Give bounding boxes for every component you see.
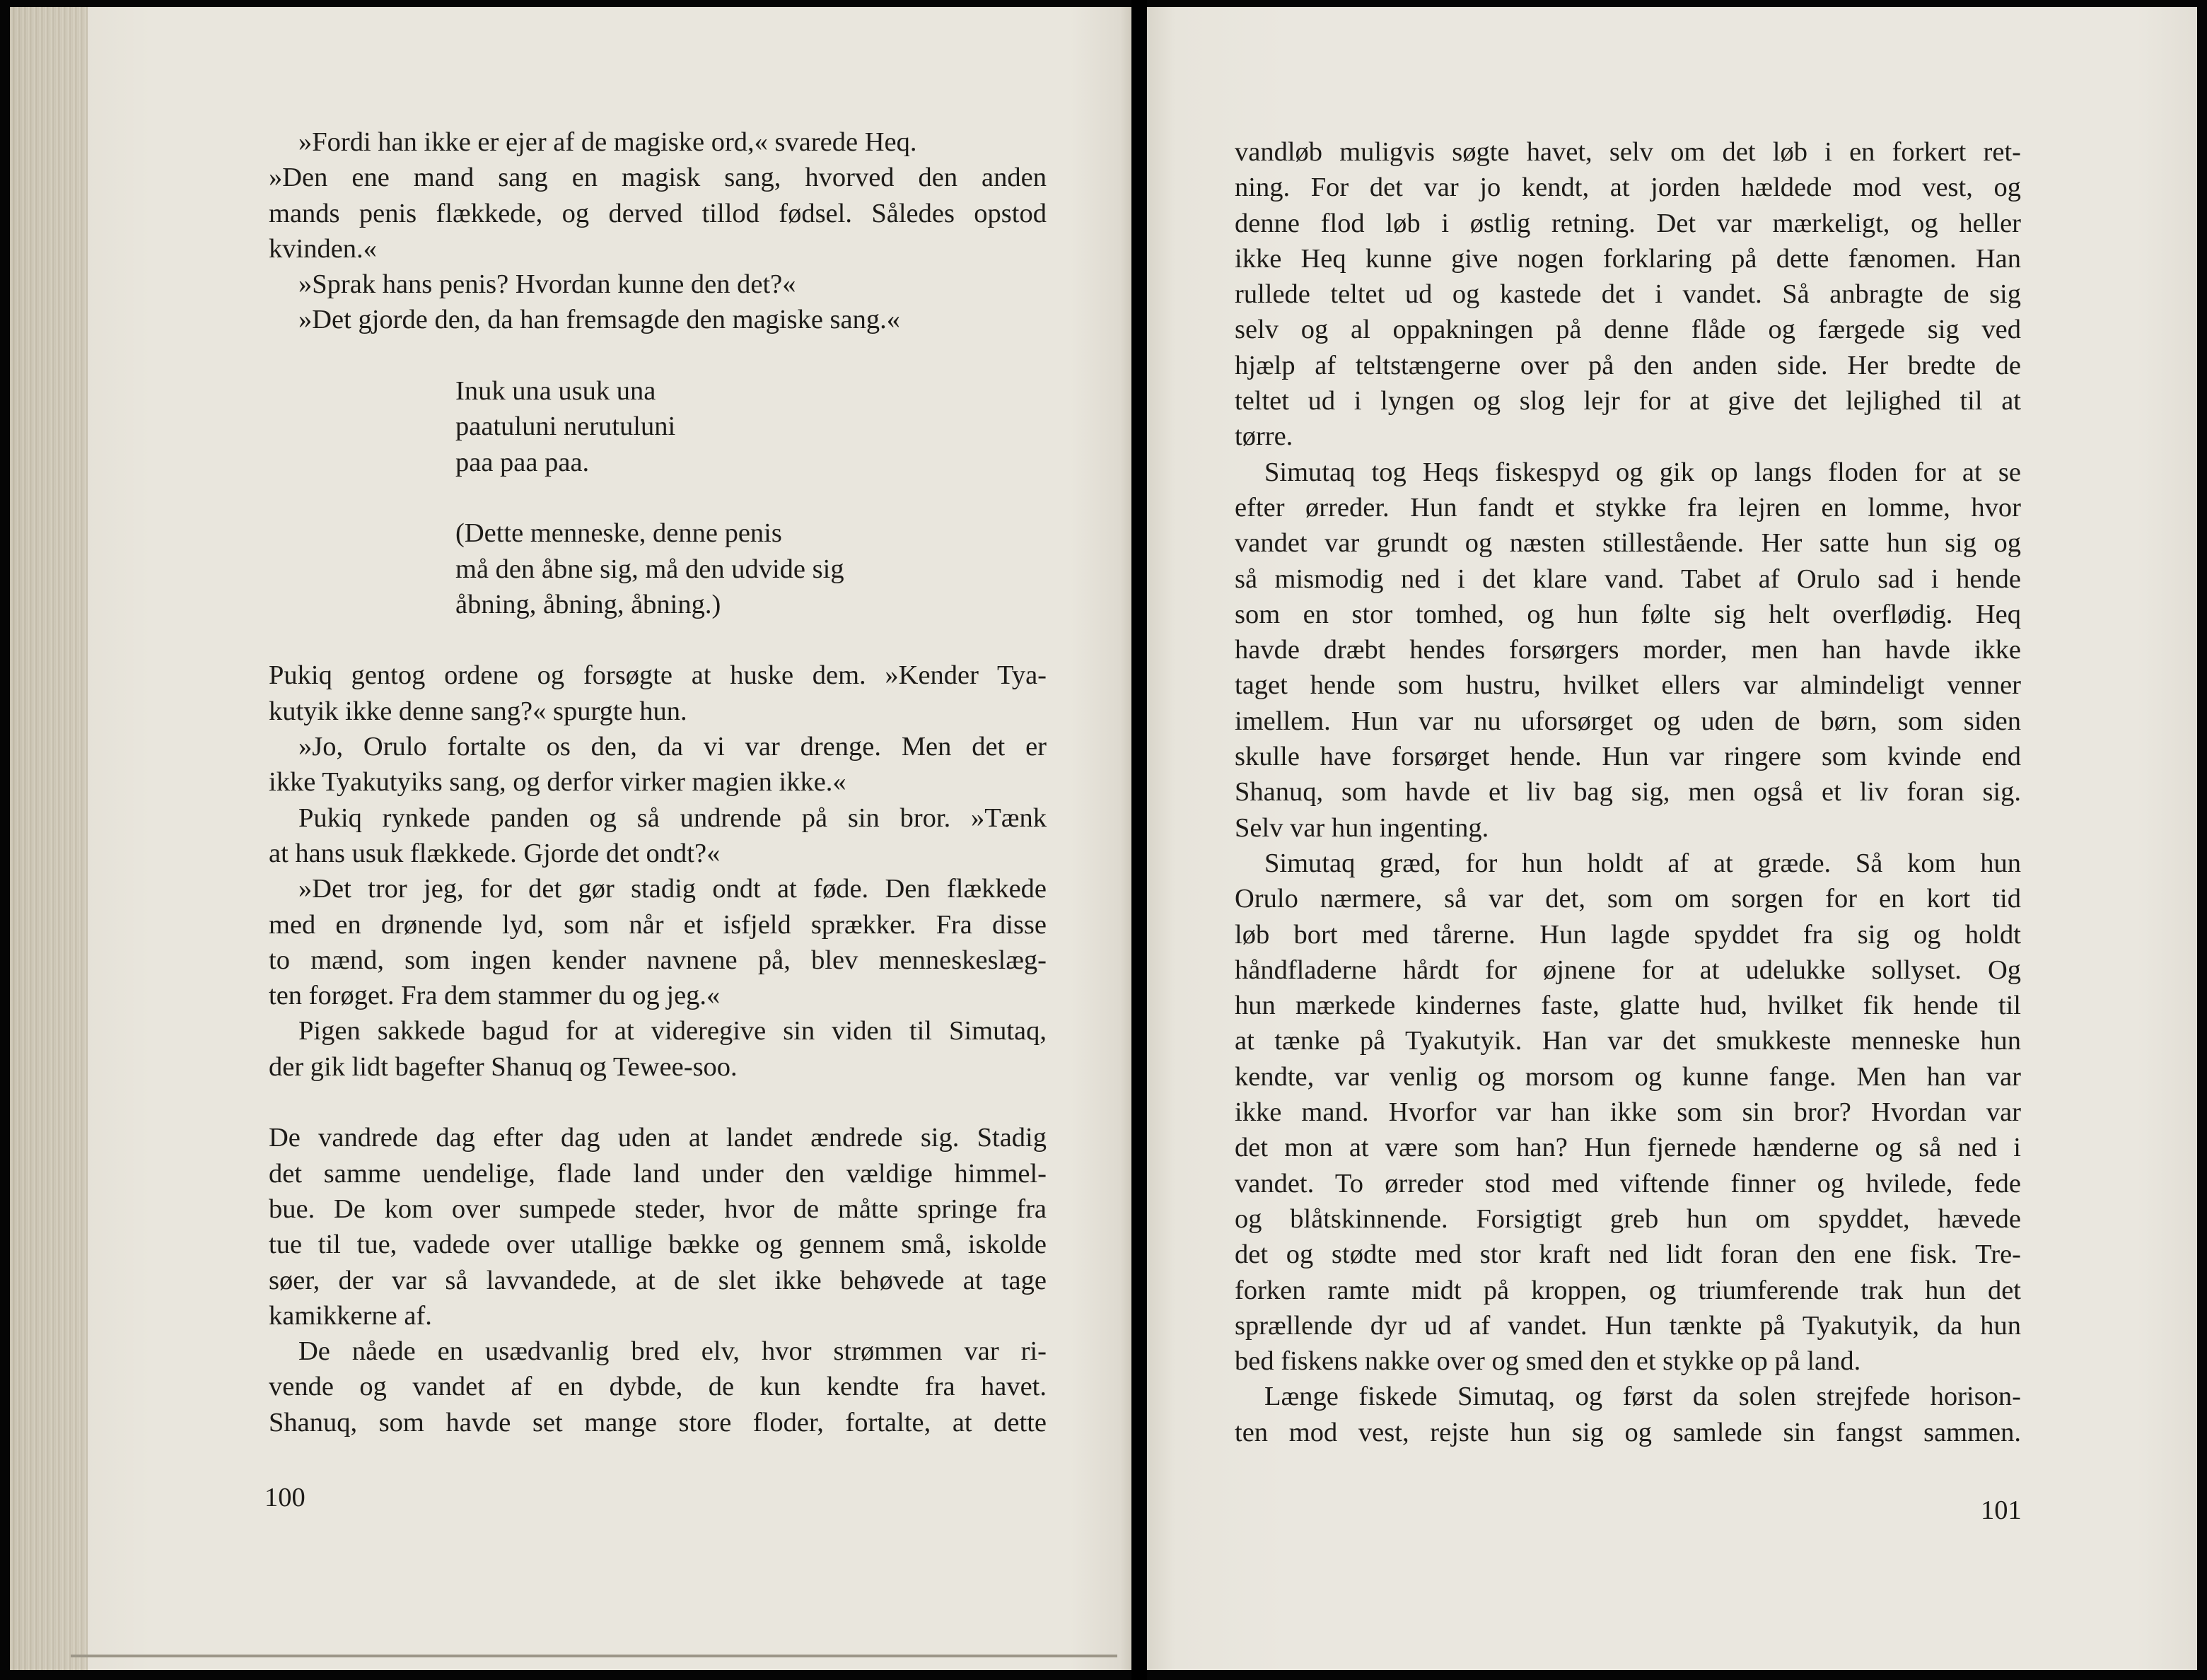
text-line: med en drønende lyd, som når et isfjeld sprækker. Fra disse bbox=[269, 909, 1047, 940]
text-line: mands penis flækkede, og derved tillod fødsel. Således opstod bbox=[269, 198, 1047, 228]
text-line: skulle have forsørget hende. Hun var ringere som kvinde end bbox=[1235, 742, 2021, 772]
text-line: teltet ud i lyngen og slog lejr for at give det lejlighed til at bbox=[1235, 386, 2021, 416]
text-line: kvinden.« bbox=[269, 233, 377, 264]
text-line: det mon at være som han? Hun fjernede hænderne og så ned i bbox=[1235, 1133, 2021, 1163]
text-line: at hans usuk flækkede. Gjorde det ondt?« bbox=[269, 838, 721, 868]
text-line: »Det gjorde den, da han fremsagde den magiske sang.« bbox=[298, 305, 901, 335]
text-line: så mismodig ned i det klare vand. Tabet af Orulo sad i hende bbox=[1235, 564, 2021, 594]
poem-line: (Dette menneske, denne penis bbox=[455, 518, 782, 549]
blank-line bbox=[269, 338, 1047, 373]
text-line: Længe fiskede Simutaq, og først da solen strejfede horison- bbox=[1264, 1382, 2021, 1412]
text-line: »Jo, Orulo fortalte os den, da vi var drenge. Men det er bbox=[298, 732, 1047, 762]
text-line: kutyik ikke denne sang?« spurgte hun. bbox=[269, 696, 687, 726]
text-line: Orulo nærmere, så var det, som om sorgen for en kort tid bbox=[1235, 884, 2021, 914]
text-line: kamikkerne af. bbox=[269, 1300, 432, 1331]
text-line: løb bort med tårerne. Hun lagde spyddet fra sig og holdt bbox=[1235, 919, 2021, 950]
blank-line bbox=[269, 622, 1047, 658]
text-line: Selv var hun ingenting. bbox=[1235, 812, 1489, 843]
text-line: havde dræbt hendes forsørgers morder, men han havde ikke bbox=[1235, 635, 2021, 665]
page-edge-strip bbox=[10, 7, 88, 1670]
page-bottom-edge bbox=[71, 1655, 1117, 1657]
text-line: selv og al oppakningen på denne flåde og færgede sig ved bbox=[1235, 315, 2021, 345]
text-line: ten forøget. Fra dem stammer du og jeg.« bbox=[269, 981, 721, 1011]
text-line: vende og vandet af en dybde, de kun kendte fra havet. bbox=[269, 1372, 1047, 1402]
text-line: »Den ene mand sang en magisk sang, hvorved den anden bbox=[269, 163, 1047, 193]
text-line: Shanuq, som havde et liv bag sig, men også et liv foran sig. bbox=[1235, 777, 2021, 807]
page-number: 100 bbox=[264, 1483, 305, 1512]
text-line: vandet var grundt og næsten stillestående. Her satte hun sig og bbox=[1235, 528, 2021, 559]
text-line: ten mod vest, rejste hun sig og samlede sin fangst sammen. bbox=[1235, 1417, 2021, 1447]
text-line: vandløb muligvis søgte havet, selv om det løb i en forkert ret- bbox=[1235, 137, 2021, 167]
text-line: at tænke på Tyakutyik. Han var det smukkeste menneske hun bbox=[1235, 1026, 2021, 1056]
text-line: efter ørreder. Hun fandt et stykke fra lejren en lomme, hvor bbox=[1235, 492, 2021, 523]
text-line: der gik lidt bagefter Shanuq og Tewee-soo. bbox=[269, 1051, 738, 1082]
text-line: Pukiq gentog ordene og forsøgte at huske dem. »Kender Tya- bbox=[269, 660, 1047, 691]
text-line: De nåede en usædvanlig bred elv, hvor strømmen var ri- bbox=[298, 1336, 1047, 1367]
text-line: hun mærkede kindernes faste, glatte hud, hvilket fik hende til bbox=[1235, 991, 2021, 1021]
text-line: De vandrede dag efter dag uden at landet ændrede sig. Stadig bbox=[269, 1123, 1047, 1153]
text-line: det samme uendelige, flade land under den vældige himmel- bbox=[269, 1158, 1047, 1189]
text-line: ikke mand. Hvorfor var han ikke som sin bror? Hvordan var bbox=[1235, 1097, 2021, 1128]
text-line: to mænd, som ingen kender navnene på, blev menneskeslæg- bbox=[269, 945, 1047, 975]
poem-line: paatuluni nerutuluni bbox=[455, 412, 676, 442]
right-page-text bbox=[1235, 134, 2021, 1450]
text-line: »Fordi han ikke er ejer af de magiske ord,« svarede Heq. bbox=[298, 127, 917, 157]
blank-line bbox=[269, 1085, 1047, 1120]
poem-line: paa paa paa. bbox=[455, 447, 590, 477]
text-line: bed fiskens nakke over og smed den et stykke op på land. bbox=[1235, 1346, 1861, 1377]
text-line: tørre. bbox=[1235, 421, 1293, 452]
text-line: ning. For det var jo kendt, at jorden hældede mod vest, og bbox=[1235, 173, 2021, 203]
text-line: Simutaq tog Heqs fiskespyd og gik op langs floden for at se bbox=[1264, 457, 2021, 487]
text-line: hjælp af teltstængerne over på den anden side. Her bredte de bbox=[1235, 350, 2021, 380]
text-line: denne flod løb i østlig retning. Det var mærkeligt, og heller bbox=[1235, 208, 2021, 238]
text-line: håndfladerne hårdt for øjnene for at udelukke sollyset. Og bbox=[1235, 955, 2021, 985]
poem-line: åbning, åbning, åbning.) bbox=[455, 589, 721, 619]
poem-line: Inuk una usuk una bbox=[455, 376, 656, 407]
text-line: Simutaq græd, for hun holdt af at græde. Så kom hun bbox=[1264, 848, 2021, 878]
text-line: Pigen sakkede bagud for at videregive sin viden til Simutaq, bbox=[298, 1016, 1047, 1046]
book-gutter bbox=[1131, 0, 1147, 1680]
text-line: vandet. To ørreder stod med viftende finner og hvilede, fede bbox=[1235, 1168, 2021, 1198]
text-line: forken ramte midt på kroppen, og triumferende trak hun det bbox=[1235, 1275, 2021, 1305]
text-line: imellem. Hun var nu uforsørget og uden de børn, som siden bbox=[1235, 706, 2021, 736]
text-line: »Det tror jeg, for det gør stadig ondt at føde. Den flækkede bbox=[298, 874, 1047, 904]
blank-line bbox=[269, 480, 1047, 515]
left-page-text bbox=[269, 124, 1047, 1440]
text-line: tue til tue, vadede over utallige bække og gennem små, iskolde bbox=[269, 1230, 1047, 1260]
text-line: bue. De kom over sumpede steder, hvor de måtte springe fra bbox=[269, 1194, 1047, 1224]
text-line: taget hende som hustru, hvilket ellers var almindeligt venner bbox=[1235, 670, 2021, 701]
text-line: rullede teltet ud og kastede det i vandet. Så anbragte de sig bbox=[1235, 279, 2021, 310]
text-line: kendte, var venlig og morsom og kunne fange. Men han var bbox=[1235, 1061, 2021, 1092]
text-line: det og stødte med stor kraft ned lidt foran den ene fisk. Tre- bbox=[1235, 1239, 2021, 1270]
text-line: Pukiq rynkede panden og så undrende på sin bror. »Tænk bbox=[298, 803, 1047, 833]
text-line: og blåtskinnende. Forsigtigt greb hun om spyddet, hævede bbox=[1235, 1203, 2021, 1234]
text-line: sprællende dyr ud af vandet. Hun tænkte på Tyakutyik, da hun bbox=[1235, 1310, 2021, 1341]
text-line: ikke Tyakutyiks sang, og derfor virker magien ikke.« bbox=[269, 767, 846, 798]
poem-line: må den åbne sig, må den udvide sig bbox=[455, 554, 844, 584]
text-line: ikke Heq kunne give nogen forklaring på dette fænomen. Han bbox=[1235, 243, 2021, 274]
text-line: Shanuq, som havde set mange store floder, fortalte, at dette bbox=[269, 1407, 1047, 1437]
text-line: »Sprak hans penis? Hvordan kunne den det?« bbox=[298, 269, 796, 300]
text-line: som en stor tomhed, og hun følte sig helt overflødig. Heq bbox=[1235, 599, 2021, 629]
page-number: 101 bbox=[1981, 1495, 2022, 1525]
text-line: søer, der var så lavvandede, at de slet ikke behøvede at tage bbox=[269, 1265, 1047, 1295]
